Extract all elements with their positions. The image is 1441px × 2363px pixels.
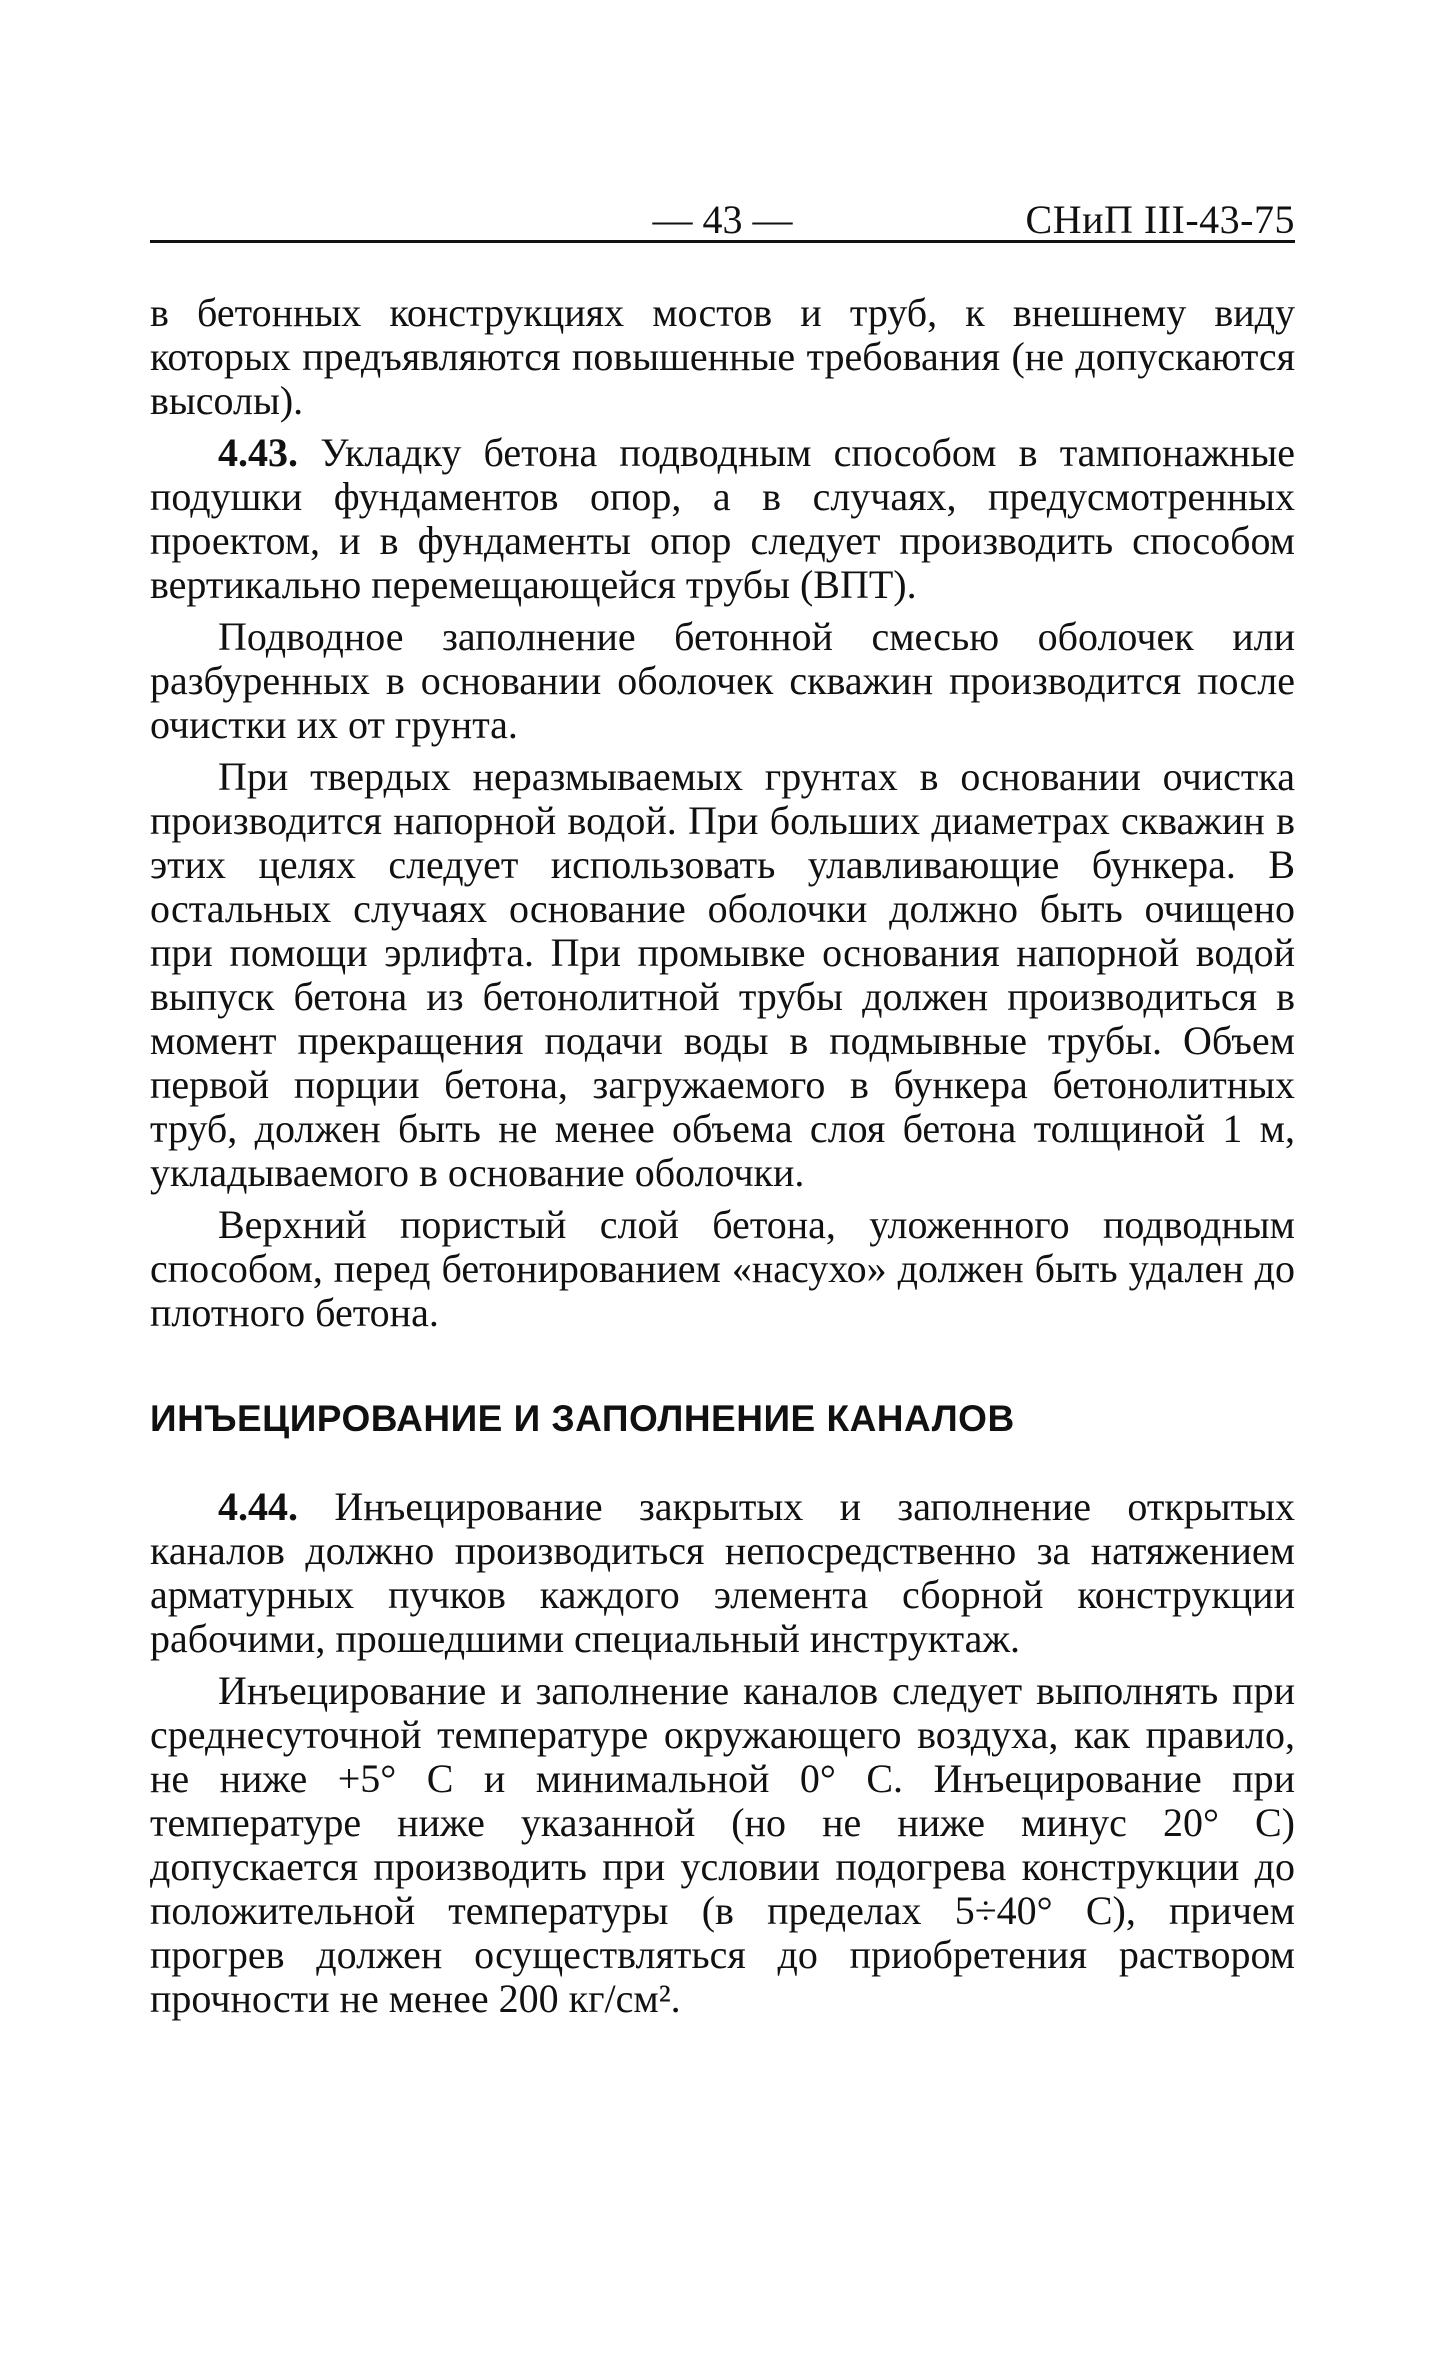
paragraph: При твердых неразмываемых грунтах в основании очистка производится напорной водой. При больших диаметрах скважин в этих целях следует использовать улавливающие бункера. В остальных случаях основание оболочки должно быть очищено при помощи эрлифта. При промывке основания напорной водой выпуск бетона из бетонолитной трубы должен производиться в момент прекращения подачи воды в подмывные трубы. Объем первой порции бетона, загружаемого в бункера бетонолитных труб, должен быть не менее объема слоя бетона толщиной 1 м, укладываемого в основание оболочки.	[150, 754, 1295, 1195]
paragraph: Верхний пористый слой бетона, уложенного подводным способом, перед бетонированием «насухо» должен быть удален до плотного бетона.	[150, 1202, 1295, 1335]
clause-number: 4.44.	[218, 1484, 298, 1529]
paragraph: Инъецирование и заполнение каналов следует выполнять при среднесуточной температуре окружающего воздуха, как правило, не ниже +5° С и минимальной 0° С. Инъецирование при температуре ниже указанной (но не ниже минус 20° С) допускается производить при условии подогрева конструкции до положительной температуры (в пределах 5÷40° С), причем прогрев должен осуществляться до приобретения раствором прочности не менее 200 кг/см².	[150, 1668, 1295, 2021]
page-header	[150, 180, 1295, 243]
page-number: — 43 —	[652, 197, 793, 242]
body-text-lower	[150, 1485, 1295, 2021]
paragraph-4-44: 4.44. Инъецирование закрытых и заполнение открытых каналов должно производиться непосредственно за натяжением арматурных пучков каждого элемента сборной конструкции рабочими, прошедшими специальный инструктаж.	[150, 1484, 1295, 1661]
paragraph: Подводное заполнение бетонной смесью оболочек или разбуренных в основании оболочек скважин производится после очистки их от грунта.	[150, 614, 1295, 747]
document-page	[150, 180, 1295, 2021]
section-heading: ИНЪЕЦИРОВАНИЕ И ЗАПОЛНЕНИЕ КАНАЛОВ	[150, 1398, 1015, 1439]
body-text-upper	[150, 291, 1295, 1335]
paragraph-continuation: в бетонных конструкциях мостов и труб, к внешнему виду которых предъявляются повышенные требования (не допускаются высолы).	[150, 290, 1295, 423]
document-code: СНиП III-43-75	[1025, 197, 1295, 242]
clause-number: 4.43.	[218, 430, 298, 475]
paragraph-4-43: 4.43. Укладку бетона подводным способом в тампонажные подушки фундаментов опор, а в случаях, предусмотренных проектом, и в фундаменты опор следует производить способом вертикально перемещающейся трубы (ВПТ).	[150, 430, 1295, 607]
